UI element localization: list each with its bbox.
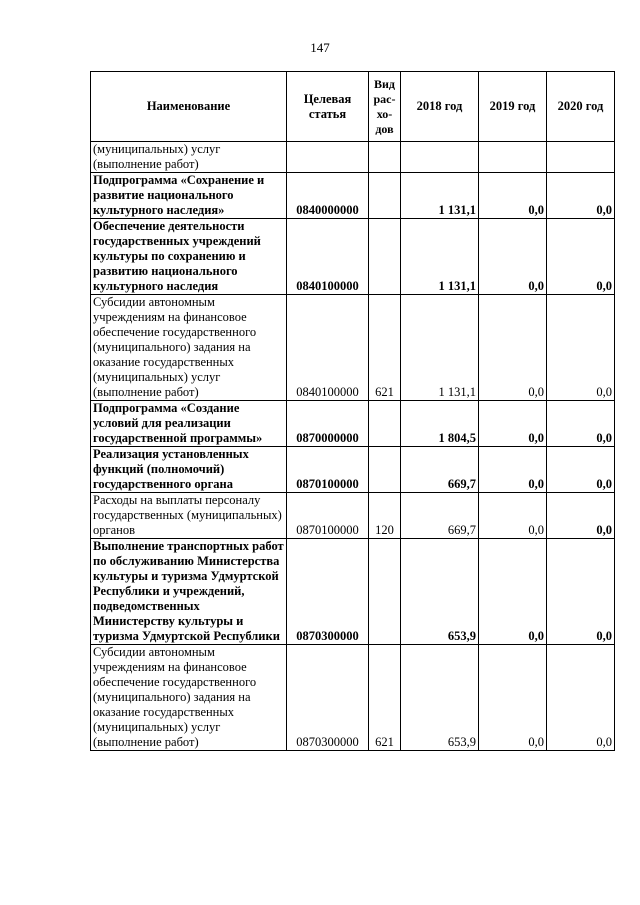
row-2018: 1 131,1 [401, 219, 479, 295]
table-row [91, 645, 615, 751]
row-code: 0840000000 [287, 173, 369, 219]
row-type: 120 [369, 493, 401, 539]
table-row [91, 142, 615, 173]
row-name: Выполнение транспортных работ по обслуживанию Министерства культуры и туризма Удмуртской Республики и учреждений, подведомственных Министерству культуры и туризма Удмуртской Республики [91, 539, 287, 645]
row-2020: 0,0 [547, 447, 615, 493]
row-2018 [401, 142, 479, 173]
table-header-row [91, 72, 615, 142]
row-2020 [547, 142, 615, 173]
row-2019: 0,0 [479, 401, 547, 447]
row-2018: 1 131,1 [401, 295, 479, 401]
row-type: 621 [369, 295, 401, 401]
row-type [369, 539, 401, 645]
row-code: 0840100000 [287, 295, 369, 401]
row-2019: 0,0 [479, 173, 547, 219]
row-2019: 0,0 [479, 645, 547, 751]
row-name: Субсидии автономным учреждениям на финансовое обеспечение государственного (муниципального) задания на оказание государственных (муниципальных) услуг (выполнение работ) [91, 645, 287, 751]
row-2020: 0,0 [547, 295, 615, 401]
row-code: 0870300000 [287, 539, 369, 645]
page-number: 147 [310, 40, 330, 55]
row-2020: 0,0 [547, 539, 615, 645]
row-2018: 669,7 [401, 493, 479, 539]
row-code [287, 142, 369, 173]
budget-table [90, 71, 615, 751]
row-name: Расходы на выплаты персоналу государственных (муниципальных) органов [91, 493, 287, 539]
row-2019: 0,0 [479, 295, 547, 401]
table-row [91, 219, 615, 295]
row-name: Подпрограмма «Создание условий для реализации государственной программы» [91, 401, 287, 447]
header-name: Наименование [91, 72, 287, 142]
table-row [91, 401, 615, 447]
row-type [369, 142, 401, 173]
row-2018: 1 131,1 [401, 173, 479, 219]
row-name: Подпрограмма «Сохранение и развитие национального культурного наследия» [91, 173, 287, 219]
row-type [369, 219, 401, 295]
row-2019: 0,0 [479, 493, 547, 539]
row-2020: 0,0 [547, 401, 615, 447]
row-type [369, 401, 401, 447]
row-2019: 0,0 [479, 539, 547, 645]
header-2020: 2020 год [547, 72, 615, 142]
row-code: 0870000000 [287, 401, 369, 447]
header-2018: 2018 год [401, 72, 479, 142]
row-2018: 1 804,5 [401, 401, 479, 447]
row-code: 0870100000 [287, 447, 369, 493]
table-row [91, 173, 615, 219]
row-name: (муниципальных) услуг (выполнение работ) [91, 142, 287, 173]
row-type: 621 [369, 645, 401, 751]
table-row [91, 493, 615, 539]
table-row [91, 539, 615, 645]
row-2019 [479, 142, 547, 173]
header-expense-type: Вид рас-хо-дов [369, 72, 401, 142]
row-2018: 653,9 [401, 645, 479, 751]
row-2019: 0,0 [479, 219, 547, 295]
row-name: Субсидии автономным учреждениям на финансовое обеспечение государственного (муниципального) задания на оказание государственных (муниципальных) услуг (выполнение работ) [91, 295, 287, 401]
row-type [369, 447, 401, 493]
row-type [369, 173, 401, 219]
row-2018: 653,9 [401, 539, 479, 645]
row-2020: 0,0 [547, 493, 615, 539]
row-code: 0840100000 [287, 219, 369, 295]
header-2019: 2019 год [479, 72, 547, 142]
header-target-article: Целевая статья [287, 72, 369, 142]
row-2018: 669,7 [401, 447, 479, 493]
row-2020: 0,0 [547, 645, 615, 751]
table-row [91, 295, 615, 401]
row-name: Обеспечение деятельности государственных учреждений культуры по сохранению и развитию национального культурного наследия [91, 219, 287, 295]
row-2020: 0,0 [547, 173, 615, 219]
row-name: Реализация установленных функций (полномочий) государственного органа [91, 447, 287, 493]
table-row [91, 447, 615, 493]
row-code: 0870100000 [287, 493, 369, 539]
row-2020: 0,0 [547, 219, 615, 295]
row-2019: 0,0 [479, 447, 547, 493]
row-code: 0870300000 [287, 645, 369, 751]
